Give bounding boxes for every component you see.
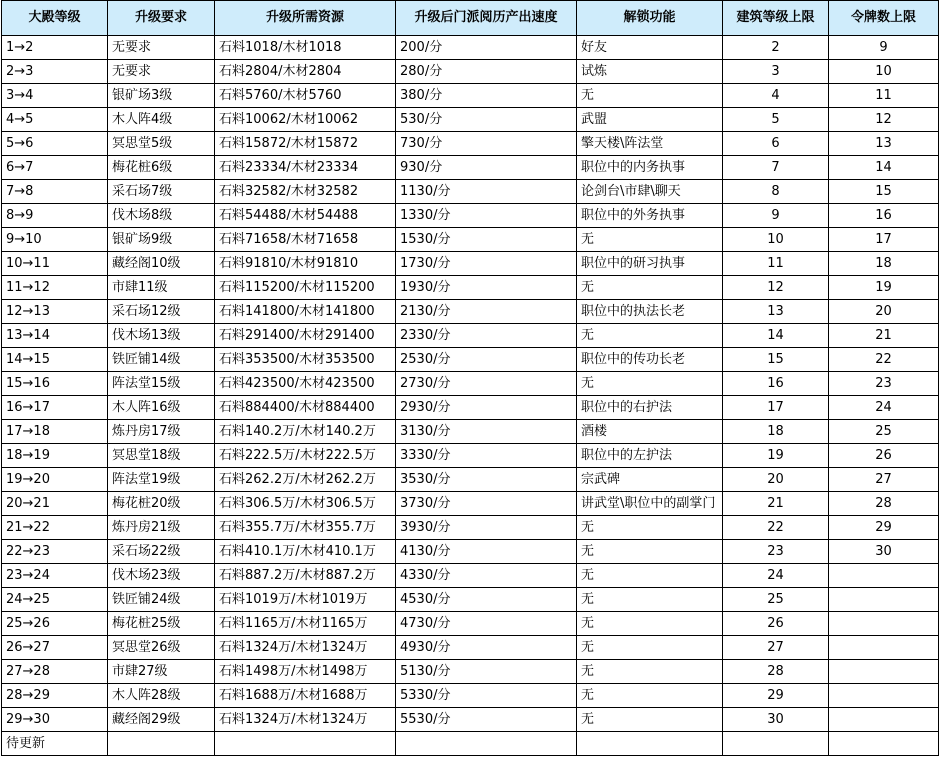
cell-requirement: 阵法堂15级 <box>108 372 215 396</box>
cell-requirement: 冥思堂18级 <box>108 444 215 468</box>
cell-output-speed: 3130/分 <box>396 420 577 444</box>
cell-requirement: 铁匠铺14级 <box>108 348 215 372</box>
cell-unlock: 职位中的外务执事 <box>577 204 723 228</box>
cell-unlock: 无 <box>577 660 723 684</box>
table-row <box>2 708 939 732</box>
table-row <box>2 276 939 300</box>
cell-token-cap: 28 <box>829 492 939 516</box>
cell-unlock: 无 <box>577 588 723 612</box>
cell-unlock: 职位中的内务执事 <box>577 156 723 180</box>
cell-building-cap <box>723 732 829 756</box>
cell-resources: 石料423500/木材423500 <box>215 372 396 396</box>
cell-unlock: 无 <box>577 516 723 540</box>
header-unlock: 解锁功能 <box>577 1 723 36</box>
cell-requirement: 藏经阁10级 <box>108 252 215 276</box>
cell-requirement: 伐木场13级 <box>108 324 215 348</box>
cell-resources: 石料2804/木材2804 <box>215 60 396 84</box>
cell-token-cap <box>829 708 939 732</box>
table-row <box>2 132 939 156</box>
cell-token-cap: 14 <box>829 156 939 180</box>
cell-token-cap: 20 <box>829 300 939 324</box>
cell-output-speed: 2730/分 <box>396 372 577 396</box>
cell-requirement: 采石场22级 <box>108 540 215 564</box>
cell-token-cap: 13 <box>829 132 939 156</box>
cell-hall-level: 5→6 <box>2 132 108 156</box>
table-row <box>2 732 939 756</box>
table-row <box>2 348 939 372</box>
cell-resources: 石料32582/木材32582 <box>215 180 396 204</box>
cell-building-cap: 10 <box>723 228 829 252</box>
cell-hall-level: 待更新 <box>2 732 108 756</box>
cell-resources: 石料884400/木材884400 <box>215 396 396 420</box>
cell-token-cap: 25 <box>829 420 939 444</box>
table-row <box>2 300 939 324</box>
cell-unlock: 无 <box>577 372 723 396</box>
cell-unlock: 好友 <box>577 36 723 60</box>
cell-output-speed: 380/分 <box>396 84 577 108</box>
cell-hall-level: 20→21 <box>2 492 108 516</box>
cell-hall-level: 14→15 <box>2 348 108 372</box>
cell-output-speed: 4930/分 <box>396 636 577 660</box>
table-row <box>2 516 939 540</box>
cell-building-cap: 22 <box>723 516 829 540</box>
cell-hall-level: 10→11 <box>2 252 108 276</box>
cell-token-cap <box>829 588 939 612</box>
cell-building-cap: 17 <box>723 396 829 420</box>
cell-hall-level: 28→29 <box>2 684 108 708</box>
cell-unlock: 无 <box>577 84 723 108</box>
cell-hall-level: 17→18 <box>2 420 108 444</box>
header-requirement: 升级要求 <box>108 1 215 36</box>
cell-requirement <box>108 732 215 756</box>
cell-output-speed: 4130/分 <box>396 540 577 564</box>
table-row <box>2 660 939 684</box>
table-row <box>2 372 939 396</box>
header-row <box>2 1 939 36</box>
cell-hall-level: 1→2 <box>2 36 108 60</box>
table-row <box>2 84 939 108</box>
cell-hall-level: 11→12 <box>2 276 108 300</box>
cell-building-cap: 28 <box>723 660 829 684</box>
cell-requirement: 炼丹房17级 <box>108 420 215 444</box>
cell-requirement: 伐木场23级 <box>108 564 215 588</box>
cell-unlock: 无 <box>577 684 723 708</box>
cell-resources <box>215 732 396 756</box>
cell-token-cap: 15 <box>829 180 939 204</box>
cell-unlock: 无 <box>577 564 723 588</box>
cell-unlock: 职位中的研习执事 <box>577 252 723 276</box>
cell-building-cap: 7 <box>723 156 829 180</box>
cell-resources: 石料222.5万/木材222.5万 <box>215 444 396 468</box>
cell-unlock: 宗武碑 <box>577 468 723 492</box>
cell-building-cap: 9 <box>723 204 829 228</box>
table-row <box>2 204 939 228</box>
cell-building-cap: 8 <box>723 180 829 204</box>
cell-requirement: 梅花桩25级 <box>108 612 215 636</box>
cell-resources: 石料1018/木材1018 <box>215 36 396 60</box>
cell-building-cap: 20 <box>723 468 829 492</box>
table-row <box>2 636 939 660</box>
cell-output-speed: 3730/分 <box>396 492 577 516</box>
cell-building-cap: 13 <box>723 300 829 324</box>
cell-resources: 石料1498万/木材1498万 <box>215 660 396 684</box>
cell-resources: 石料306.5万/木材306.5万 <box>215 492 396 516</box>
cell-requirement: 炼丹房21级 <box>108 516 215 540</box>
cell-unlock: 试炼 <box>577 60 723 84</box>
cell-building-cap: 2 <box>723 36 829 60</box>
cell-unlock: 无 <box>577 228 723 252</box>
cell-hall-level: 9→10 <box>2 228 108 252</box>
cell-hall-level: 2→3 <box>2 60 108 84</box>
cell-resources: 石料887.2万/木材887.2万 <box>215 564 396 588</box>
cell-token-cap: 18 <box>829 252 939 276</box>
cell-token-cap <box>829 564 939 588</box>
cell-resources: 石料71658/木材71658 <box>215 228 396 252</box>
cell-unlock: 职位中的传功长老 <box>577 348 723 372</box>
table-row <box>2 444 939 468</box>
cell-building-cap: 24 <box>723 564 829 588</box>
cell-requirement: 市肆11级 <box>108 276 215 300</box>
table-row <box>2 468 939 492</box>
cell-hall-level: 3→4 <box>2 84 108 108</box>
cell-hall-level: 24→25 <box>2 588 108 612</box>
cell-resources: 石料1165万/木材1165万 <box>215 612 396 636</box>
table-row <box>2 324 939 348</box>
cell-unlock: 讲武堂\职位中的副掌门 <box>577 492 723 516</box>
cell-hall-level: 8→9 <box>2 204 108 228</box>
table-row <box>2 492 939 516</box>
cell-output-speed: 730/分 <box>396 132 577 156</box>
cell-unlock: 无 <box>577 612 723 636</box>
cell-requirement: 木人阵16级 <box>108 396 215 420</box>
cell-token-cap: 29 <box>829 516 939 540</box>
cell-resources: 石料410.1万/木材410.1万 <box>215 540 396 564</box>
cell-hall-level: 18→19 <box>2 444 108 468</box>
cell-resources: 石料140.2万/木材140.2万 <box>215 420 396 444</box>
cell-resources: 石料1324万/木材1324万 <box>215 708 396 732</box>
cell-requirement: 木人阵4级 <box>108 108 215 132</box>
cell-output-speed: 2930/分 <box>396 396 577 420</box>
cell-hall-level: 7→8 <box>2 180 108 204</box>
cell-token-cap: 12 <box>829 108 939 132</box>
header-resources: 升级所需资源 <box>215 1 396 36</box>
table-row <box>2 396 939 420</box>
cell-output-speed: 280/分 <box>396 60 577 84</box>
table-row <box>2 612 939 636</box>
table-row <box>2 108 939 132</box>
cell-output-speed <box>396 732 577 756</box>
cell-unlock <box>577 732 723 756</box>
cell-unlock: 职位中的左护法 <box>577 444 723 468</box>
cell-resources: 石料1324万/木材1324万 <box>215 636 396 660</box>
cell-building-cap: 15 <box>723 348 829 372</box>
cell-requirement: 阵法堂19级 <box>108 468 215 492</box>
cell-hall-level: 12→13 <box>2 300 108 324</box>
cell-token-cap: 22 <box>829 348 939 372</box>
cell-token-cap: 21 <box>829 324 939 348</box>
table-row <box>2 588 939 612</box>
table-row <box>2 564 939 588</box>
cell-output-speed: 1730/分 <box>396 252 577 276</box>
cell-token-cap: 30 <box>829 540 939 564</box>
cell-hall-level: 6→7 <box>2 156 108 180</box>
cell-hall-level: 23→24 <box>2 564 108 588</box>
cell-requirement: 采石场12级 <box>108 300 215 324</box>
cell-hall-level: 15→16 <box>2 372 108 396</box>
table-row <box>2 180 939 204</box>
cell-hall-level: 13→14 <box>2 324 108 348</box>
cell-building-cap: 12 <box>723 276 829 300</box>
cell-building-cap: 21 <box>723 492 829 516</box>
cell-output-speed: 2530/分 <box>396 348 577 372</box>
cell-token-cap: 23 <box>829 372 939 396</box>
cell-unlock: 论剑台\市肆\聊天 <box>577 180 723 204</box>
cell-token-cap: 24 <box>829 396 939 420</box>
cell-building-cap: 6 <box>723 132 829 156</box>
cell-requirement: 伐木场8级 <box>108 204 215 228</box>
cell-resources: 石料115200/木材115200 <box>215 276 396 300</box>
header-output-speed: 升级后门派阅历产出速度 <box>396 1 577 36</box>
cell-unlock: 职位中的执法长老 <box>577 300 723 324</box>
cell-hall-level: 26→27 <box>2 636 108 660</box>
cell-hall-level: 25→26 <box>2 612 108 636</box>
cell-output-speed: 1130/分 <box>396 180 577 204</box>
header-hall-level: 大殿等级 <box>2 1 108 36</box>
cell-resources: 石料23334/木材23334 <box>215 156 396 180</box>
cell-output-speed: 1530/分 <box>396 228 577 252</box>
cell-unlock: 酒楼 <box>577 420 723 444</box>
cell-building-cap: 5 <box>723 108 829 132</box>
cell-building-cap: 26 <box>723 612 829 636</box>
cell-token-cap: 9 <box>829 36 939 60</box>
cell-building-cap: 19 <box>723 444 829 468</box>
upgrade-table <box>1 0 939 756</box>
table-row <box>2 228 939 252</box>
cell-hall-level: 16→17 <box>2 396 108 420</box>
cell-unlock: 职位中的右护法 <box>577 396 723 420</box>
table-row <box>2 252 939 276</box>
cell-token-cap <box>829 636 939 660</box>
cell-token-cap: 10 <box>829 60 939 84</box>
cell-resources: 石料1688万/木材1688万 <box>215 684 396 708</box>
cell-unlock: 无 <box>577 708 723 732</box>
cell-output-speed: 5530/分 <box>396 708 577 732</box>
cell-building-cap: 16 <box>723 372 829 396</box>
table-row <box>2 60 939 84</box>
table-row <box>2 684 939 708</box>
table-body <box>2 36 939 756</box>
cell-output-speed: 2330/分 <box>396 324 577 348</box>
table-row <box>2 36 939 60</box>
cell-building-cap: 23 <box>723 540 829 564</box>
cell-output-speed: 3330/分 <box>396 444 577 468</box>
cell-resources: 石料291400/木材291400 <box>215 324 396 348</box>
cell-output-speed: 530/分 <box>396 108 577 132</box>
cell-requirement: 梅花桩6级 <box>108 156 215 180</box>
cell-output-speed: 4530/分 <box>396 588 577 612</box>
cell-unlock: 擎天楼\阵法堂 <box>577 132 723 156</box>
cell-output-speed: 1330/分 <box>396 204 577 228</box>
cell-token-cap: 26 <box>829 444 939 468</box>
cell-output-speed: 5330/分 <box>396 684 577 708</box>
cell-hall-level: 19→20 <box>2 468 108 492</box>
cell-token-cap <box>829 660 939 684</box>
cell-hall-level: 4→5 <box>2 108 108 132</box>
cell-requirement: 采石场7级 <box>108 180 215 204</box>
cell-building-cap: 30 <box>723 708 829 732</box>
cell-token-cap: 19 <box>829 276 939 300</box>
header-token-cap: 令牌数上限 <box>829 1 939 36</box>
cell-requirement: 木人阵28级 <box>108 684 215 708</box>
cell-unlock: 无 <box>577 636 723 660</box>
cell-requirement: 无要求 <box>108 36 215 60</box>
cell-hall-level: 21→22 <box>2 516 108 540</box>
cell-unlock: 无 <box>577 276 723 300</box>
cell-resources: 石料141800/木材141800 <box>215 300 396 324</box>
cell-requirement: 银矿场3级 <box>108 84 215 108</box>
cell-output-speed: 4330/分 <box>396 564 577 588</box>
cell-hall-level: 27→28 <box>2 660 108 684</box>
cell-hall-level: 29→30 <box>2 708 108 732</box>
cell-output-speed: 3530/分 <box>396 468 577 492</box>
cell-building-cap: 11 <box>723 252 829 276</box>
cell-resources: 石料10062/木材10062 <box>215 108 396 132</box>
cell-output-speed: 4730/分 <box>396 612 577 636</box>
cell-building-cap: 14 <box>723 324 829 348</box>
cell-token-cap: 16 <box>829 204 939 228</box>
cell-token-cap <box>829 732 939 756</box>
cell-requirement: 梅花桩20级 <box>108 492 215 516</box>
cell-unlock: 无 <box>577 540 723 564</box>
cell-building-cap: 4 <box>723 84 829 108</box>
table-row <box>2 420 939 444</box>
cell-output-speed: 2130/分 <box>396 300 577 324</box>
cell-requirement: 铁匠铺24级 <box>108 588 215 612</box>
cell-requirement: 银矿场9级 <box>108 228 215 252</box>
cell-hall-level: 22→23 <box>2 540 108 564</box>
cell-resources: 石料353500/木材353500 <box>215 348 396 372</box>
cell-resources: 石料91810/木材91810 <box>215 252 396 276</box>
cell-token-cap <box>829 612 939 636</box>
cell-token-cap <box>829 684 939 708</box>
cell-resources: 石料1019万/木材1019万 <box>215 588 396 612</box>
cell-resources: 石料262.2万/木材262.2万 <box>215 468 396 492</box>
cell-unlock: 无 <box>577 324 723 348</box>
table-row <box>2 156 939 180</box>
cell-resources: 石料54488/木材54488 <box>215 204 396 228</box>
cell-output-speed: 930/分 <box>396 156 577 180</box>
cell-building-cap: 25 <box>723 588 829 612</box>
cell-requirement: 冥思堂5级 <box>108 132 215 156</box>
cell-output-speed: 200/分 <box>396 36 577 60</box>
cell-resources: 石料5760/木材5760 <box>215 84 396 108</box>
cell-resources: 石料15872/木材15872 <box>215 132 396 156</box>
cell-requirement: 藏经阁29级 <box>108 708 215 732</box>
cell-building-cap: 29 <box>723 684 829 708</box>
table-row <box>2 540 939 564</box>
cell-building-cap: 18 <box>723 420 829 444</box>
cell-building-cap: 3 <box>723 60 829 84</box>
cell-token-cap: 11 <box>829 84 939 108</box>
cell-output-speed: 1930/分 <box>396 276 577 300</box>
cell-building-cap: 27 <box>723 636 829 660</box>
cell-requirement: 冥思堂26级 <box>108 636 215 660</box>
cell-requirement: 无要求 <box>108 60 215 84</box>
header-building-cap: 建筑等级上限 <box>723 1 829 36</box>
cell-resources: 石料355.7万/木材355.7万 <box>215 516 396 540</box>
cell-output-speed: 5130/分 <box>396 660 577 684</box>
cell-requirement: 市肆27级 <box>108 660 215 684</box>
cell-output-speed: 3930/分 <box>396 516 577 540</box>
cell-token-cap: 17 <box>829 228 939 252</box>
cell-unlock: 武盟 <box>577 108 723 132</box>
cell-token-cap: 27 <box>829 468 939 492</box>
